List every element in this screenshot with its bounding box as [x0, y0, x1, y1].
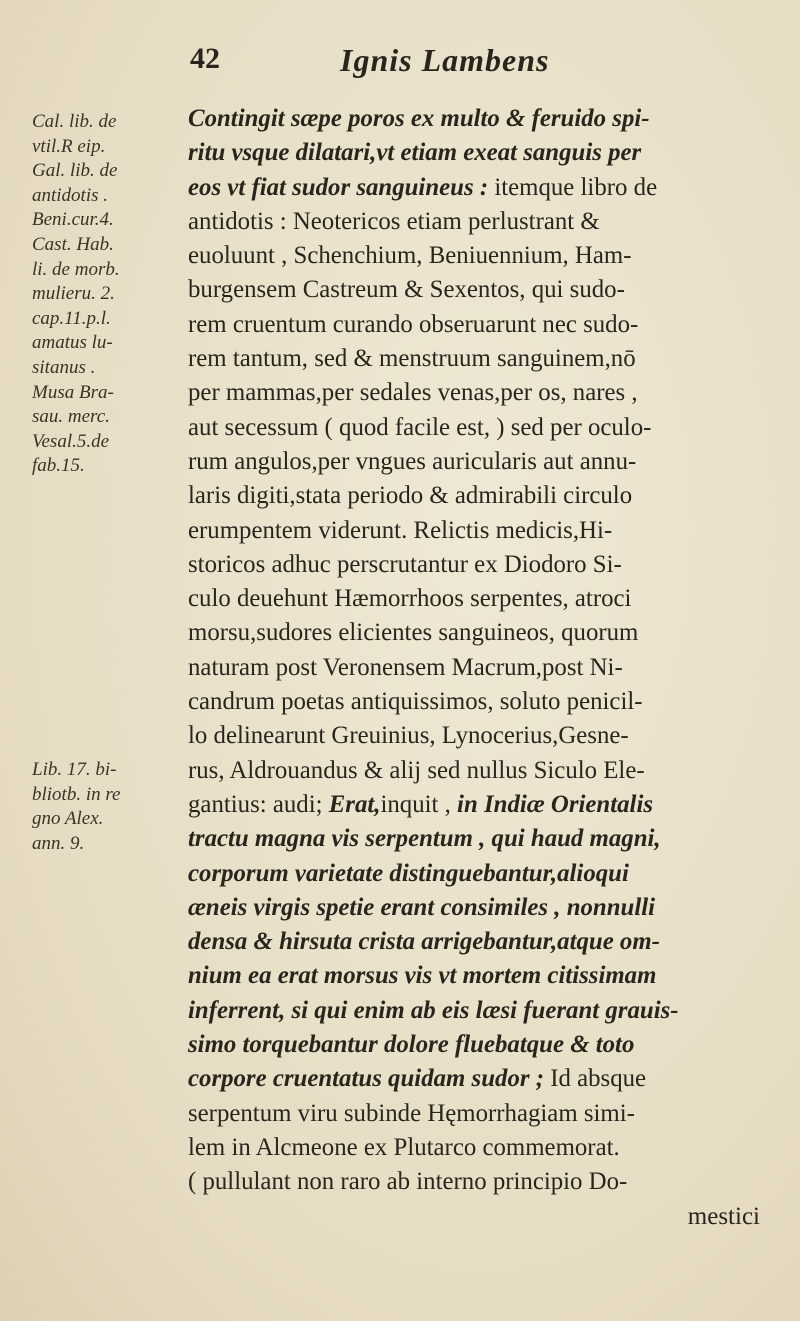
text-segment: inferrent, si qui enim ab eis læsi fuerant grauis- [188, 996, 679, 1024]
text-line [188, 857, 784, 891]
text-segment: lo delinearunt Greuinius, Lynocerius,Gesne- [188, 722, 629, 750]
text-line [188, 445, 784, 479]
show-through-mark [215, 1225, 365, 1265]
text-segment: æneis virgis spetie erant consimiles , nonnulli [188, 893, 656, 921]
text-segment: lem in Alcmeone ex Plutarco commemorat. [188, 1133, 620, 1161]
page-number: 42 [190, 42, 220, 75]
text-line [188, 1028, 784, 1062]
text-segment: laris digiti,stata periodo & admirabili circulo [188, 482, 633, 510]
text-segment: Id absque [544, 1065, 647, 1093]
text-segment: storicos adhuc perscrutantur ex Diodoro Si- [188, 550, 622, 578]
text-segment: mestici [687, 1202, 760, 1230]
text-line [188, 651, 784, 685]
text-line [188, 411, 784, 445]
text-line [188, 308, 784, 342]
text-segment: Erat, [328, 790, 381, 818]
text-line [188, 1097, 784, 1131]
text-segment: rem cruentum curando obseruarunt nec sudo- [188, 310, 639, 338]
text-line [188, 205, 784, 239]
text-segment: rum angulos,per vngues auricularis aut annu- [188, 447, 637, 475]
text-line [188, 822, 784, 856]
text-line [188, 582, 784, 616]
text-segment: rem tantum, sed & menstruum sanguinem,nō [188, 345, 636, 373]
text-segment: morsu,sudores elicientes sanguineos, quorum [188, 619, 639, 647]
page-header [0, 42, 800, 92]
text-line [188, 102, 784, 136]
text-segment: eos vt fiat sudor sanguineus : [188, 173, 489, 201]
text-line [188, 376, 784, 410]
text-segment: antidotis : Neotericos etiam perlustrant & [188, 207, 600, 235]
text-segment: candrum poetas antiquissimos, soluto penicil- [188, 688, 643, 716]
text-line [188, 994, 784, 1028]
text-segment: tractu magna vis serpentum , qui haud magni, [188, 825, 661, 853]
text-line [188, 754, 784, 788]
text-line [188, 479, 784, 513]
text-segment: naturam post Veronensem Macrum,post Ni- [188, 653, 623, 681]
text-line [188, 342, 784, 376]
text-segment: itemque libro de [488, 173, 658, 201]
text-line [188, 1062, 784, 1096]
margin-note: Cal. lib. de vtil.R eip. Gal. lib. de antidotis . Beni.cur.4. Cast. Hab. li. de morb. mulieru. 2. cap.11.p.l. amatus lu- sitanus . Musa Bra- sau. merc. Vesal.5.de fab.15. [32, 111, 120, 477]
text-line [188, 616, 784, 650]
text-line [188, 548, 784, 582]
text-line [188, 239, 784, 273]
text-segment: burgensem Castreum & Sexentos, qui sudo- [188, 276, 625, 304]
text-segment: culo deuehunt Hæmorrhoos serpentes, atroci [188, 585, 632, 613]
text-line [188, 136, 784, 170]
text-segment: in Indiæ Orientalis [457, 790, 654, 818]
text-segment: corpore cruentatus quidam sudor ; [188, 1065, 545, 1093]
text-line [188, 171, 784, 205]
text-segment: rus, Aldrouandus & alij sed nullus Siculo Ele- [188, 756, 645, 784]
text-segment: serpentum viru subinde Hęmorrhagiam simi- [188, 1099, 635, 1127]
running-title: Ignis Lambens [340, 42, 550, 78]
text-segment: nium ea erat morsus vis vt mortem citissimam [188, 962, 657, 990]
body-text [188, 102, 788, 1234]
margin-note: Lib. 17. bi- bliotb. in re gno Alex. ann. 9. [32, 759, 121, 854]
text-segment: euoluunt , Schenchium, Beniuennium, Ham- [188, 242, 632, 270]
text-line [188, 719, 784, 753]
text-line [188, 514, 784, 548]
text-line [188, 1165, 784, 1199]
text-segment: Contingit sæpe poros ex multo & feruido spi- [188, 105, 650, 132]
text-line [188, 891, 784, 925]
text-line [188, 788, 784, 822]
text-segment: corporum varietate distinguebantur,alioqui [188, 859, 629, 887]
text-segment: simo torquebantur dolore fluebatque & toto [188, 1031, 635, 1059]
text-line [188, 925, 784, 959]
text-segment: inquit , [380, 790, 458, 818]
text-line [188, 959, 784, 993]
text-line [188, 273, 784, 307]
text-segment: densa & hirsuta crista arrigebantur,atque om- [188, 928, 660, 956]
text-line [188, 1131, 784, 1165]
text-line [188, 685, 784, 719]
text-segment: aut secessum ( quod facile est, ) sed per oculo- [188, 413, 652, 441]
text-segment: gantius: audi; [188, 790, 329, 818]
text-segment: ritu vsque dilatari,vt etiam exeat sanguis per [188, 139, 642, 167]
text-segment: erumpentem viderunt. Relictis medicis,Hi- [188, 516, 613, 544]
text-segment: ( pullulant non raro ab interno principio Do- [188, 1168, 628, 1196]
text-segment: per mammas,per sedales venas,per os, nares , [188, 379, 638, 407]
